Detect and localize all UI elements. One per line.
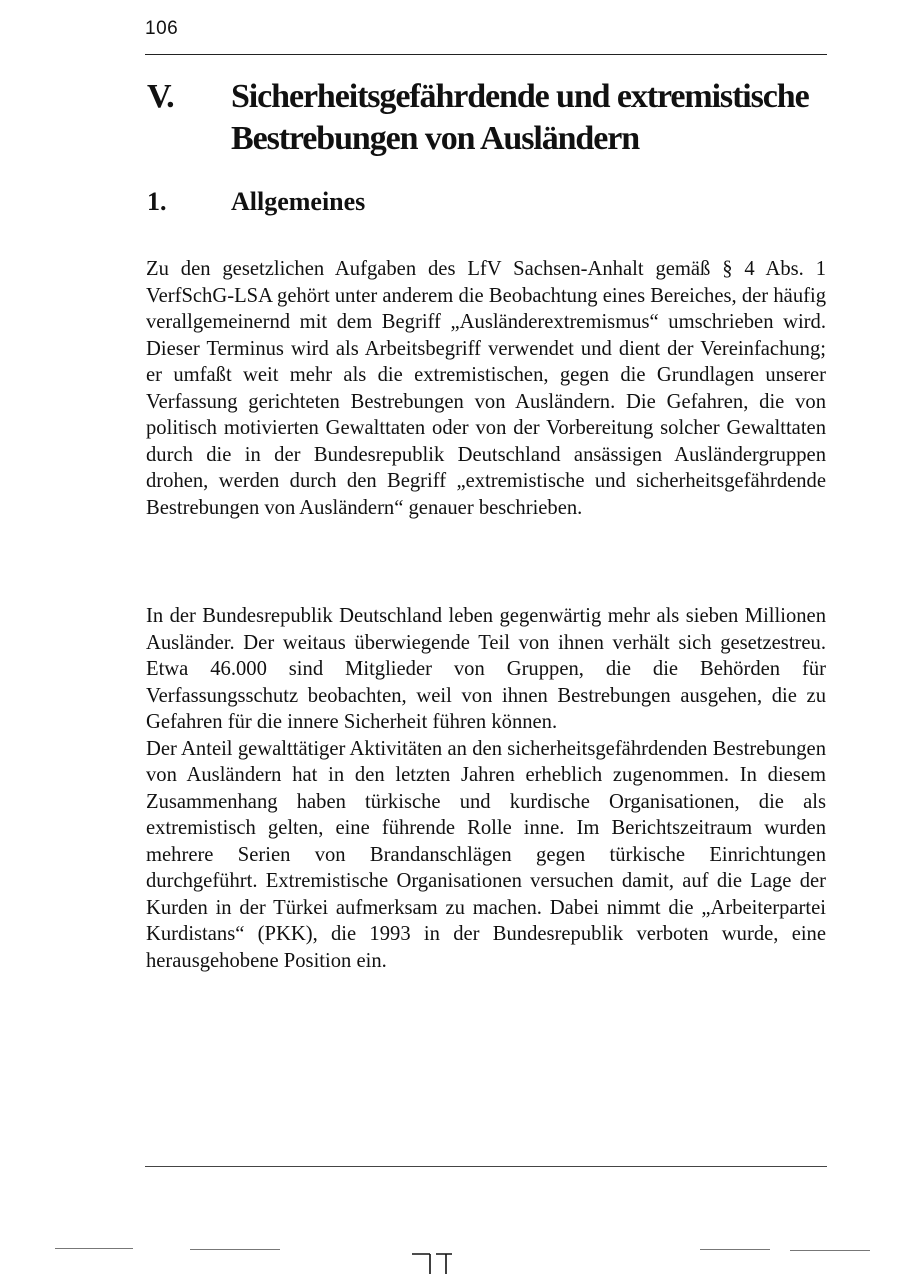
- chapter-number: V.: [147, 78, 174, 115]
- page-number: 106: [145, 18, 179, 39]
- scan-artifact-line: [700, 1249, 770, 1250]
- scan-artifact-line: [190, 1249, 280, 1250]
- scan-artifact-line: [55, 1248, 133, 1249]
- chapter-title: Sicherheitsgefährdende und extremistische Bestrebungen von Ausländern: [231, 78, 809, 157]
- paragraph: In der Bundesrepublik Deutschland leben gegenwärtig mehr als sieben Millionen Ausländer. Der weitaus überwiegende Teil von ihnen verhält sich gesetzestreu. Etwa 46.000 sind Mitglieder von Gruppen, die die Behörden für Verfassungsschutz beobachten, weil von ihnen Bestrebungen ausgehen, die zu Gefahren für die innere Sicherheit führen können.: [146, 605, 826, 733]
- section-number: 1.: [147, 187, 167, 216]
- paragraph: Der Anteil gewalttätiger Aktivitäten an den sicherheitsgefährdenden Bestrebungen von Ausländern hat in den letzten Jahren erheblich zugenommen. In diesem Zusammenhang haben türkische und kurdische Organisationen, die als extremistisch gelten, eine führende Rolle inne. Im Berichtszeitraum wurden mehrere Serien von Brandanschlägen gegen türkische Einrichtungen durchgeführt. Extremistische Organisationen versuchen damit, auf die Lage der Kurden in der Türkei aufmerksam zu machen. Dabei nimmt die „Arbeiterpartei Kurdistans“ (PKK), die 1993 in der Bundesrepublik verboten wurde, eine herausgehobene Position ein.: [146, 737, 826, 972]
- scan-artifact-line: [790, 1250, 870, 1251]
- header-rule: [145, 54, 827, 55]
- body-block-2: [146, 603, 826, 974]
- body-block-1: [146, 256, 826, 521]
- crop-mark-icon: [410, 1250, 454, 1274]
- section-title: Allgemeines: [231, 187, 366, 216]
- paragraph: Zu den gesetzlichen Aufgaben des LfV Sachsen-Anhalt gemäß § 4 Abs. 1 VerfSchG-LSA gehört unter anderem die Beobachtung eines Bereiches, der häufig verallgemeinernd mit dem Begriff „Ausländerextremismus“ umschrieben wird. Dieser Terminus wird als Arbeitsbegriff verwendet und dient der Vereinfachung; er umfaßt weit mehr als die extremistischen, gegen die Grundlagen unserer Verfassung gerichteten Bestrebungen von Ausländern. Die Gefahren, die von politisch motivierten Gewalttaten oder von der Vorbereitung solcher Gewalttaten durch die in der Bundesrepublik Deutschland ansässigen Ausländergruppen drohen, werden durch den Begriff „extremistische und sicherheitsgefährdende Bestrebungen von Ausländern“ genauer beschrieben.: [146, 258, 826, 519]
- footer-rule: [145, 1166, 827, 1167]
